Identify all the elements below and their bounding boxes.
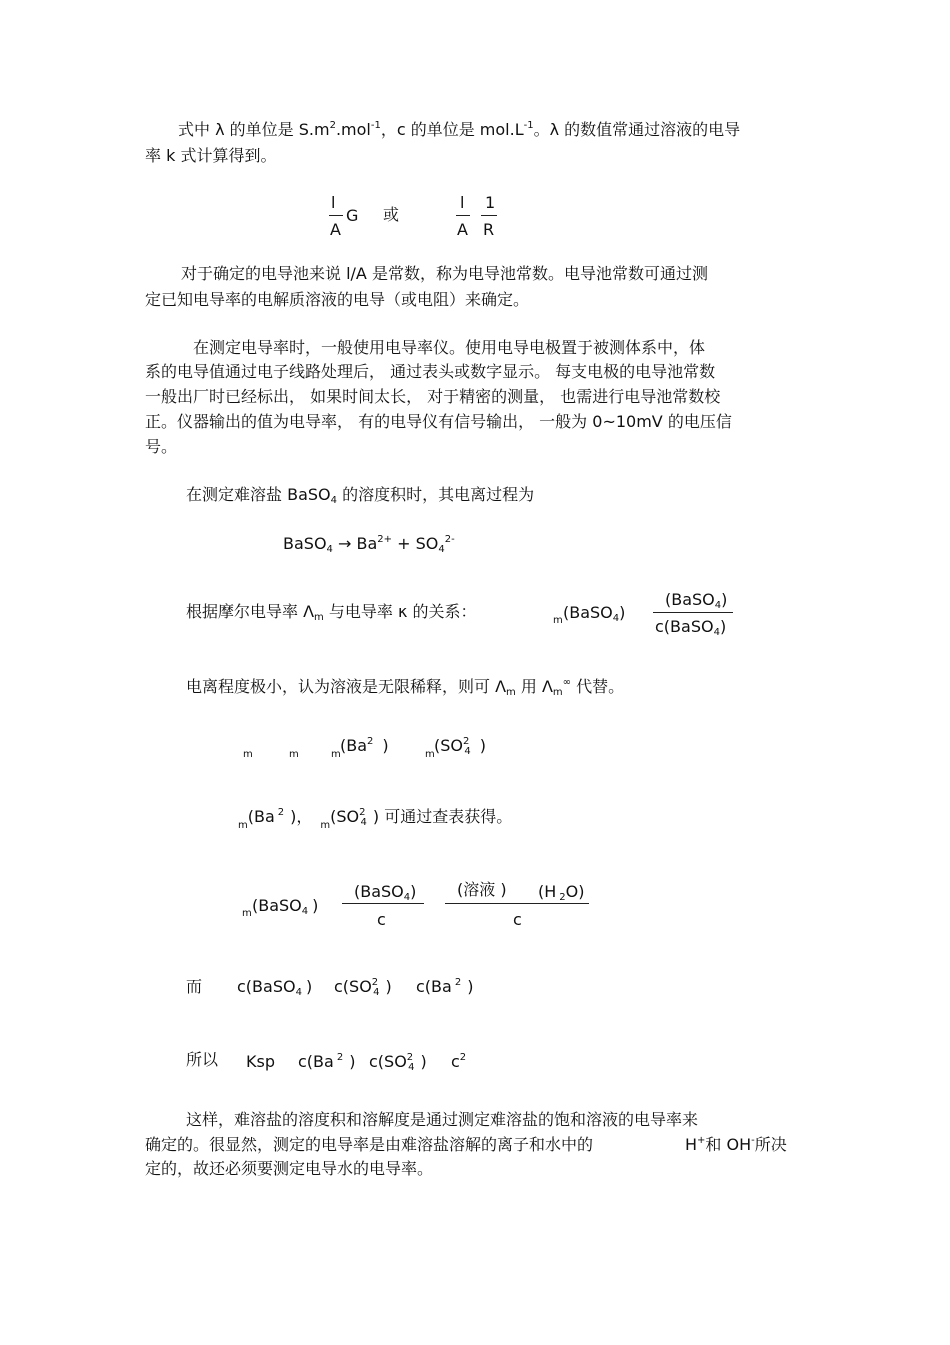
text: O) [565, 882, 585, 901]
fraction-denominator: A [457, 220, 468, 239]
fraction-numerator [354, 882, 416, 905]
formula-lhs [563, 603, 625, 626]
subscript: 4 [403, 892, 411, 903]
superscript: 2 [277, 807, 285, 818]
text: .mol [335, 120, 371, 139]
text: ) [410, 882, 417, 901]
fraction-denominator: A [330, 220, 341, 239]
superscript: 2 [336, 1052, 344, 1063]
fraction-denominator: c [377, 910, 386, 929]
superscript: 2 [463, 736, 470, 747]
superscript: 2 [329, 120, 336, 131]
subscript: 4 [714, 600, 722, 611]
text: ) [467, 977, 474, 996]
subscript: 4 [464, 746, 471, 757]
text: c(BaSO [655, 617, 714, 636]
text: (SO [330, 807, 360, 826]
text: 。λ 的数值常通过溶液的电导 [533, 120, 741, 139]
subscript: 4 [408, 1062, 415, 1073]
text: ) [420, 1052, 427, 1071]
subscript: m [242, 908, 252, 919]
term-so4 [434, 736, 486, 759]
text: ) [385, 977, 392, 996]
para5 [186, 602, 477, 625]
text: 和 OH [705, 1135, 752, 1154]
subscript: 4 [713, 627, 720, 638]
para3-line4: 正。仪器输出的值为电导率， 有的电导仪有信号输出， 一般为 0~10mV 的电压信 [145, 412, 732, 431]
superscript: 2+ [377, 534, 393, 545]
para1-line1 [178, 120, 740, 143]
text: 在测定难溶盐 BaSO [186, 485, 331, 504]
superscript: 2 [406, 1052, 414, 1063]
fraction-numerator: 1 [485, 193, 496, 212]
subscript: m [425, 749, 435, 760]
text: (BaSO [252, 896, 302, 915]
subscript: 4 [360, 817, 367, 828]
text: H [685, 1135, 698, 1154]
superscript: 2- [444, 534, 455, 545]
text: BaSO [283, 534, 327, 553]
superscript: 2 [371, 977, 379, 988]
subscript: m [238, 820, 248, 831]
text: )， [290, 807, 313, 826]
subscript: 4 [438, 544, 445, 555]
text: (BaSO [665, 590, 715, 609]
superscript: - [751, 1135, 755, 1146]
para3-line5: 号。 [145, 437, 178, 456]
superscript: 2 [359, 807, 366, 818]
para7-line2 [145, 1135, 593, 1155]
formula-lhs [252, 896, 318, 919]
fraction-bar [653, 612, 733, 613]
term [451, 1052, 466, 1075]
fraction-numerator [538, 882, 585, 905]
subscript: m [331, 749, 341, 760]
text: 根据摩尔电导率 Λ [186, 602, 315, 621]
para3-line2: 系的电导值通过电子线路处理后， 通过表头或数字显示。 每支电极的电导池常数 [145, 362, 716, 381]
para2-line2: 定已知电导率的电解质溶液的电导（或电阻）来确定。 [145, 290, 530, 309]
conjunction: 或 [383, 205, 400, 224]
text: 式中 λ 的单位是 S.m [178, 120, 330, 139]
text: 用 Λ [515, 677, 553, 696]
superscript: + [697, 1135, 706, 1146]
text: 的溶度积时，其电离过程为 [337, 485, 535, 504]
text: 所决 [754, 1135, 787, 1154]
term [334, 977, 392, 1000]
text: 与电导率 κ 的关系： [323, 602, 477, 621]
fraction-numerator: l [460, 193, 465, 212]
subscript: 4 [612, 613, 620, 624]
subscript: m [506, 687, 516, 698]
superscript: 2 [367, 736, 374, 747]
text: ) [349, 1052, 356, 1071]
text: ) [619, 603, 626, 622]
para2-line1: 对于确定的电导池来说 l/A 是常数，称为电导池常数。电导池常数可通过测 [181, 264, 708, 283]
subscript: m [320, 820, 331, 831]
fraction-denominator [655, 617, 726, 640]
fraction-bar [342, 903, 424, 904]
para7-line3: 定的，故还必须要测定电导水的电导率。 [145, 1159, 434, 1178]
text: 确定的。很显然，测定的电导率是由难溶盐溶解的离子和水中的 [145, 1135, 594, 1154]
term [416, 977, 473, 1000]
text: ) [479, 736, 486, 755]
text: ) [719, 617, 727, 636]
text: ) [312, 896, 319, 915]
conjunction: 所以 [186, 1050, 219, 1069]
conjunction: 而 [186, 977, 203, 996]
text: (H [538, 882, 557, 901]
superscript: 2 [454, 977, 462, 988]
text: (BaSO [563, 603, 613, 622]
para3-line3: 一般出厂时已经标出， 如果时间太长， 对于精密的测量， 也需进行电导池常数校 [145, 387, 721, 406]
text: 代替。 [571, 677, 625, 696]
para3-line1: 在测定电导率时，一般使用电导率仪。使用电导电极置于被测体系中，体 [193, 338, 706, 357]
fraction-denominator: R [483, 220, 495, 239]
subscript: m [552, 687, 563, 698]
superscript: -1 [370, 120, 381, 131]
text: ) [372, 807, 380, 826]
text: (BaSO [354, 882, 404, 901]
term [237, 977, 312, 1000]
para4 [186, 485, 534, 508]
para6 [186, 677, 624, 700]
superscript: 2 [459, 1052, 467, 1063]
fraction-bar [481, 215, 497, 216]
fraction-bar [445, 903, 589, 904]
fraction-numerator: (溶液 ) [457, 880, 507, 899]
text: Ba [356, 534, 378, 553]
text: ) [382, 736, 389, 755]
subscript: m [553, 615, 563, 626]
arrow: → [332, 534, 357, 553]
term [298, 1052, 355, 1075]
subscript: 4 [295, 987, 302, 998]
subscript: 4 [373, 987, 380, 998]
text: (SO [434, 736, 463, 755]
symbol-g: G [346, 206, 359, 225]
superscript: -1 [523, 120, 534, 131]
subscript: 4 [301, 906, 309, 917]
text: (Ba [247, 807, 275, 826]
text: c(SO [334, 977, 372, 996]
fraction-numerator [665, 590, 727, 613]
text: + SO [392, 534, 439, 553]
text: c(Ba [298, 1052, 334, 1071]
para1-line2: 率 k 式计算得到。 [145, 146, 277, 165]
subscript: 4 [330, 495, 337, 506]
text: ) [721, 590, 728, 609]
superscript: ∞ [562, 677, 572, 688]
text: 电离程度极小，认为溶液是无限稀释，则可 Λ [186, 677, 507, 696]
text: c(BaSO [237, 977, 296, 996]
symbol-ksp: Ksp [246, 1052, 275, 1071]
para7-ions [685, 1135, 787, 1158]
term [369, 1052, 427, 1075]
subscript: m [314, 612, 324, 623]
fraction-bar [329, 215, 343, 216]
fraction-denominator: c [513, 910, 522, 929]
fraction-numerator: l [331, 193, 336, 212]
text: ) [305, 977, 313, 996]
term-ba [340, 736, 389, 759]
subscript: m [243, 749, 253, 760]
fraction-bar [456, 215, 470, 216]
subscript: 4 [326, 544, 333, 555]
subscript: 2 [559, 892, 566, 903]
text: ，c 的单位是 mol.L [380, 120, 524, 139]
text: (Ba [340, 736, 368, 755]
text: 可通过查表获得。 [379, 807, 513, 826]
equation-lookup [238, 807, 512, 830]
equation-dissociation [283, 534, 455, 557]
text: c [451, 1052, 460, 1071]
text: c(Ba [416, 977, 452, 996]
subscript: m [289, 749, 299, 760]
text: c(SO [369, 1052, 407, 1071]
para7-line1: 这样，难溶盐的溶度积和溶解度是通过测定难溶盐的饱和溶液的电导率来 [186, 1110, 699, 1129]
